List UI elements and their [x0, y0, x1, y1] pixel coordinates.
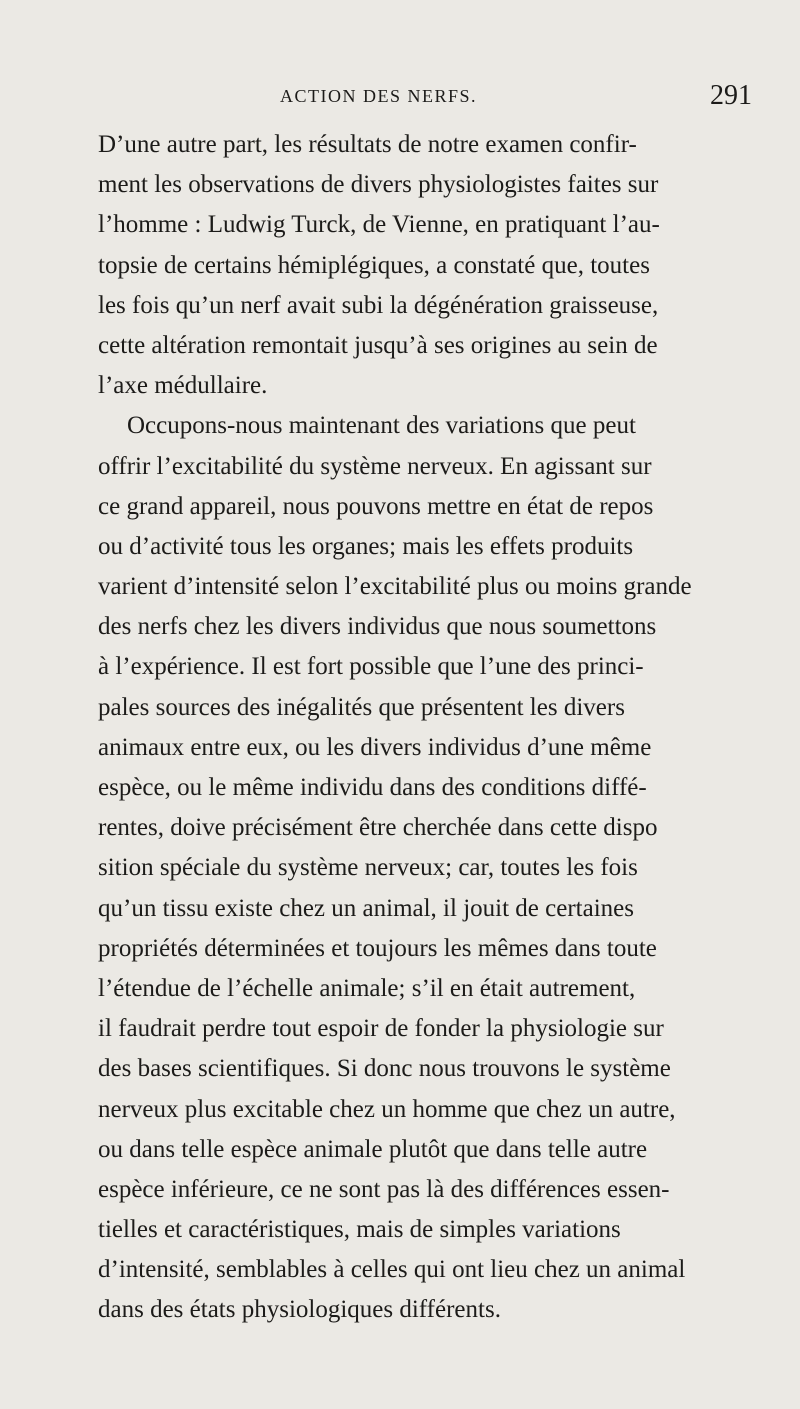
text-line: il faudrait perdre tout espoir de fonder la physiologie sur: [98, 1015, 664, 1043]
text-line: cette altération remontait jusqu’à ses origines au sein de: [98, 331, 658, 359]
text-line: dans des états physiologiques différents.: [98, 1296, 501, 1324]
text-line: D’une autre part, les résultats de notre examen confir-: [98, 131, 637, 158]
text-line: des bases scientifiques. Si donc nous trouvons le système: [98, 1055, 671, 1083]
text-line: Occupons-nous maintenant des variations que peut: [127, 412, 636, 440]
text-line: ou d’activité tous les organes; mais les effets produits: [98, 532, 634, 560]
text-line: nerveux plus excitable chez un homme que chez un autre,: [98, 1095, 676, 1123]
text-line: des nerfs chez les divers individus que nous soumettons: [98, 613, 657, 641]
text-line: varient d’intensité selon l’excitabilité plus ou moins grande: [98, 573, 692, 601]
text-line: ment les observations de divers physiologistes faites sur: [98, 171, 659, 199]
text-line: animaux entre eux, ou les divers individus d’une même: [98, 733, 652, 761]
text-line: ce grand appareil, nous pouvons mettre en état de repos: [98, 492, 654, 520]
text-line: l’étendue de l’échelle animale; s’il en était autrement,: [98, 974, 636, 1002]
text-line: les fois qu’un nerf avait subi la dégénération graisseuse,: [98, 291, 659, 319]
body-text: [98, 125, 718, 1331]
running-head: [0, 80, 800, 116]
text-line: rentes, doive précisément être cherchée dans cette dispo: [98, 814, 658, 842]
text-line: à l’expérience. Il est fort possible que l’une des princi-: [98, 653, 644, 681]
text-line: propriétés déterminées et toujours les mêmes dans toute: [98, 934, 657, 962]
text-line: tielles et caractéristiques, mais de simples variations: [98, 1216, 621, 1244]
text-line: offrir l’excitabilité du système nerveux. En agissant sur: [98, 452, 652, 480]
text-line: d’intensité, semblables à celles qui ont lieu chez un animal: [98, 1256, 686, 1284]
text-line: ou dans telle espèce animale plutôt que dans telle autre: [98, 1135, 648, 1163]
text-line: sition spéciale du système nerveux; car, toutes les fois: [98, 854, 638, 882]
text-line: pales sources des inégalités que présentent les divers: [98, 693, 625, 721]
text-line: topsie de certains hémiplégiques, a constaté que, toutes: [98, 251, 650, 279]
text-line: l’axe médullaire.: [98, 372, 268, 400]
text-line: qu’un tissu existe chez un animal, il jouit de certaines: [98, 894, 634, 922]
text-line: espèce, ou le même individu dans des conditions diffé-: [98, 774, 647, 801]
page-number: 291: [710, 80, 752, 111]
text-line: l’homme : Ludwig Turck, de Vienne, en pratiquant l’au-: [98, 211, 660, 239]
running-title: ACTION DES NERFS.: [280, 86, 478, 106]
text-line: espèce inférieure, ce ne sont pas là des différences essen-: [98, 1175, 670, 1203]
